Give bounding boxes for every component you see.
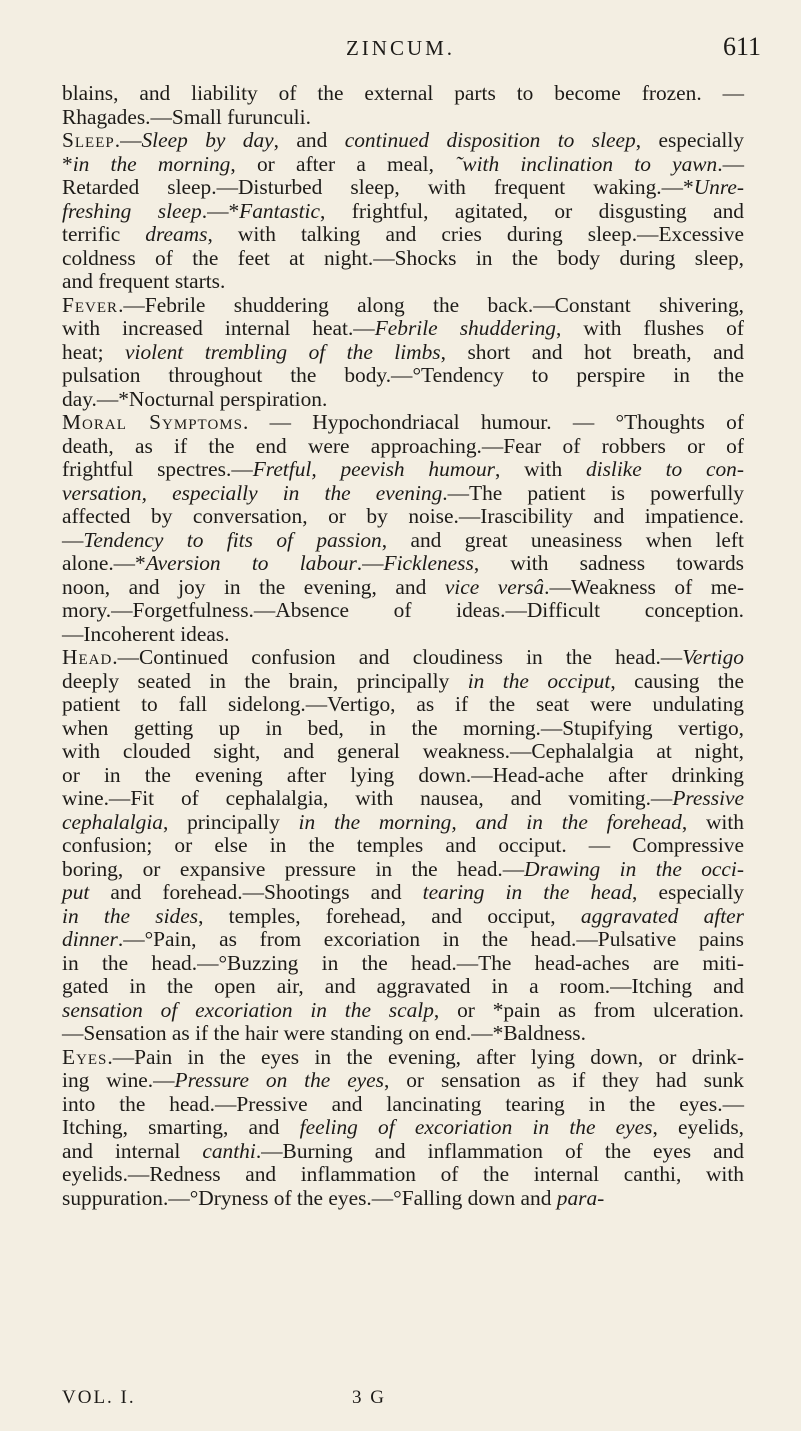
text-line [62,858,744,882]
text-run: , with sadness towards [473,551,744,575]
text-line [62,223,744,247]
italic-run: Pressive [672,786,744,810]
text-line [62,1140,744,1164]
text-run: and frequent starts. [62,269,226,293]
text-line [62,693,744,717]
text-line [62,1116,744,1140]
text-run: , with [681,809,744,834]
italic-run: Fickleness [383,551,474,575]
text-run: Retarded sleep.—Disturbed sleep, with frequent waking.—* [62,175,694,199]
text-line [62,646,744,670]
italic-run: feeling of excoriation in the eyes [299,1115,653,1139]
text-line [62,834,744,858]
italic-run: para- [556,1185,605,1210]
text-run: .—Febrile shuddering along the back.—Constant shivering, [118,292,744,317]
italic-run: Unre- [693,175,744,199]
italic-run: Fantastic [239,198,320,223]
italic-run: Sleep by day [141,128,274,152]
text-run: — [62,527,84,552]
text-line [62,1022,744,1046]
section-heading: Eyes [62,1044,108,1069]
text-run: mory.—Forgetfulness.—Absence of ideas.—Difficult conception. [62,598,744,622]
text-line [62,411,744,435]
text-run: —Incoherent ideas. [62,621,230,646]
italic-run: cephalalgia [62,809,163,834]
text-line [62,1069,744,1093]
text-run: , principally [163,809,299,834]
text-line [62,881,744,905]
text-run: , and great uneasiness when left [381,527,744,552]
text-line [62,928,744,952]
text-line [62,129,744,153]
text-run: boring, or expansive pressure in the head.— [62,856,525,881]
text-line [62,200,744,224]
text-line [62,529,744,553]
text-line [62,294,744,318]
text-run: , causing the [610,668,744,693]
section-heading: Sleep [62,128,115,152]
text-run: wine.—Fit of cephalalgia, with nausea, and vomiting.— [62,786,673,810]
text-line [62,458,744,482]
text-line [62,247,744,271]
text-run: alone.—* [62,551,146,575]
text-line [62,717,744,741]
text-line [62,999,744,1023]
italic-run: dislike to con- [585,457,745,481]
signature-mark: 3 G [352,1387,386,1408]
text-line [62,740,744,764]
section-heading: Head [62,645,113,669]
text-run: .—The patient is powerfully [442,480,744,505]
text-run: suppuration.—°Dryness of the eyes.—°Falling down and [62,1185,557,1210]
italic-run: vice versâ [444,574,545,599]
text-run: eyelids.—Redness and inflammation of the internal canthi, with [62,1162,744,1186]
text-line [62,952,744,976]
page-footer [62,1387,744,1417]
text-line [62,787,744,811]
text-run: , and [273,128,345,152]
text-run: death, as if the end were approaching.—Fear of robbers or of [62,433,744,458]
text-line [62,576,744,600]
italic-run: Drawing in the occi- [524,856,744,881]
text-line [62,1163,744,1187]
italic-run: Tendency to fits of passion [83,527,382,552]
text-run: .— [114,128,142,152]
text-run: * [62,151,73,176]
page-number: 611 [722,32,761,61]
text-run: with clouded sight, and general weakness.—Cephalalgia at night, [62,739,744,763]
text-run: .—°Pain, as from excoriation in the head.—Pulsative pains [117,927,744,951]
text-line [62,435,744,459]
text-run: .—Pain in the eyes in the evening, after lying down, or drink- [107,1044,744,1069]
italic-run: in the morning, and in the forehead [298,809,682,834]
text-run: , or *pain as from ulceration. [433,997,744,1022]
text-line [62,975,744,999]
text-run: noon, and joy in the evening, and [62,574,445,599]
text-line [62,1187,744,1211]
italic-run: in the occiput [467,668,611,693]
text-run: , temples, forehead, and occiput, [198,903,581,928]
text-line [62,1046,744,1070]
text-run: , with [494,457,586,481]
text-run: .—Continued confusion and cloudiness in the head.— [112,645,683,669]
text-line [62,552,744,576]
text-line [62,106,744,130]
text-line [62,270,744,294]
text-line [62,388,744,412]
text-run: , eyelids, [652,1115,744,1139]
text-run: .— [717,151,745,176]
italic-run: Fretful, peevish humour [252,457,495,481]
text-run: , or after a meal, [230,151,456,176]
text-line [62,82,744,106]
text-line [62,153,744,177]
italic-run: put [62,880,90,904]
text-run: .— [356,551,384,575]
italic-run: in the morning [72,151,231,176]
text-run: into the head.—Pressive and lancinating tearing in the eyes.— [62,1091,744,1116]
italic-run: aggravated after [580,903,744,928]
text-run: , short and hot breath, and [440,339,744,364]
italic-run: freshing sleep [62,198,202,223]
italic-run: Pressure on the eyes [174,1068,384,1092]
running-title: ZINCUM. [345,36,456,60]
italic-run: in the sides [62,903,199,928]
text-run: heat; [62,339,126,364]
text-run: .—* [201,198,240,223]
italic-run: Aversion to labour [145,551,357,575]
text-run: , with flushes of [556,316,745,340]
volume-marker: VOL. I. [62,1387,136,1408]
body-text [62,82,744,1210]
italic-run: dinner [62,927,118,951]
text-run: gated in the open air, and aggravated in a room.—Itching and [62,974,744,998]
text-run: affected by conversation, or by noise.—Irascibility and impatience. [62,504,744,528]
text-run: and internal [62,1138,203,1163]
text-run: and forehead.—Shootings and [89,880,423,904]
text-line [62,364,744,388]
text-run: , especially [632,880,745,904]
italic-run: sensation of excoriation in the scalp [62,997,434,1022]
text-line [62,341,744,365]
text-line [62,317,744,341]
italic-run: violent trembling of the limbs [125,339,441,364]
text-line [62,482,744,506]
text-run: . — Hypochondriacal humour. — °Thoughts of [242,410,744,434]
text-line [62,176,744,200]
italic-run: ˜with inclination to yawn [455,151,718,176]
text-run: confusion; or else in the temples and occiput. — Compressive [62,833,744,857]
text-run: terrific [62,222,146,246]
text-line [62,670,744,694]
italic-run: tearing in the head [422,880,633,904]
text-run: , with talking and cries during sleep.—Excessive [207,222,744,246]
text-run: , especially [635,128,744,152]
italic-run: canthi [202,1138,256,1163]
text-run: Itching, smarting, and [62,1115,300,1139]
text-line [62,505,744,529]
text-run: coldness of the feet at night.—Shocks in the body during sleep, [62,245,744,270]
section-heading: Fever [62,292,119,317]
text-run: when getting up in bed, in the morning.—Stupifying vertigo, [62,715,744,740]
text-run: or in the evening after lying down.—Head-ache after drinking [62,762,744,787]
italic-run: Febrile shuddering [374,316,556,340]
text-run: —Sensation as if the hair were standing on end.—*Baldness. [62,1021,586,1045]
text-run: Rhagades.—Small furunculi. [62,104,311,129]
running-head [0,14,801,61]
text-line [62,764,744,788]
text-run: .—Weakness of me- [544,574,744,599]
text-run: in the head.—°Buzzing in the head.—The head-aches are miti- [62,950,744,975]
text-line [62,1093,744,1117]
text-line [62,599,744,623]
text-run: ing wine.— [62,1068,175,1092]
text-run: frightful spectres.— [62,457,253,481]
italic-run: Vertigo [682,645,744,669]
text-run: , or sensation as if they had sunk [384,1068,744,1092]
text-line [62,623,744,647]
text-run: pulsation throughout the body.—°Tendency to perspire in the [62,363,744,387]
section-heading: Moral Symptoms [62,410,243,434]
text-run: , frightful, agitated, or disgusting and [319,198,744,223]
text-line [62,905,744,929]
italic-run: continued disposition to sleep [344,128,636,152]
text-run: deeply seated in the brain, principally [62,668,468,693]
italic-run: versation, especially in the evening [62,480,443,505]
text-run: day.—*Nocturnal perspiration. [62,386,328,411]
text-line [62,811,744,835]
text-run: blains, and liability of the external parts to become frozen. — [62,81,744,105]
text-run: patient to fall sidelong.—Vertigo, as if the seat were undulating [62,692,744,716]
italic-run: dreams [145,222,208,246]
text-run: .—Burning and inflammation of the eyes and [255,1138,744,1163]
text-run: with increased internal heat.— [62,316,375,340]
